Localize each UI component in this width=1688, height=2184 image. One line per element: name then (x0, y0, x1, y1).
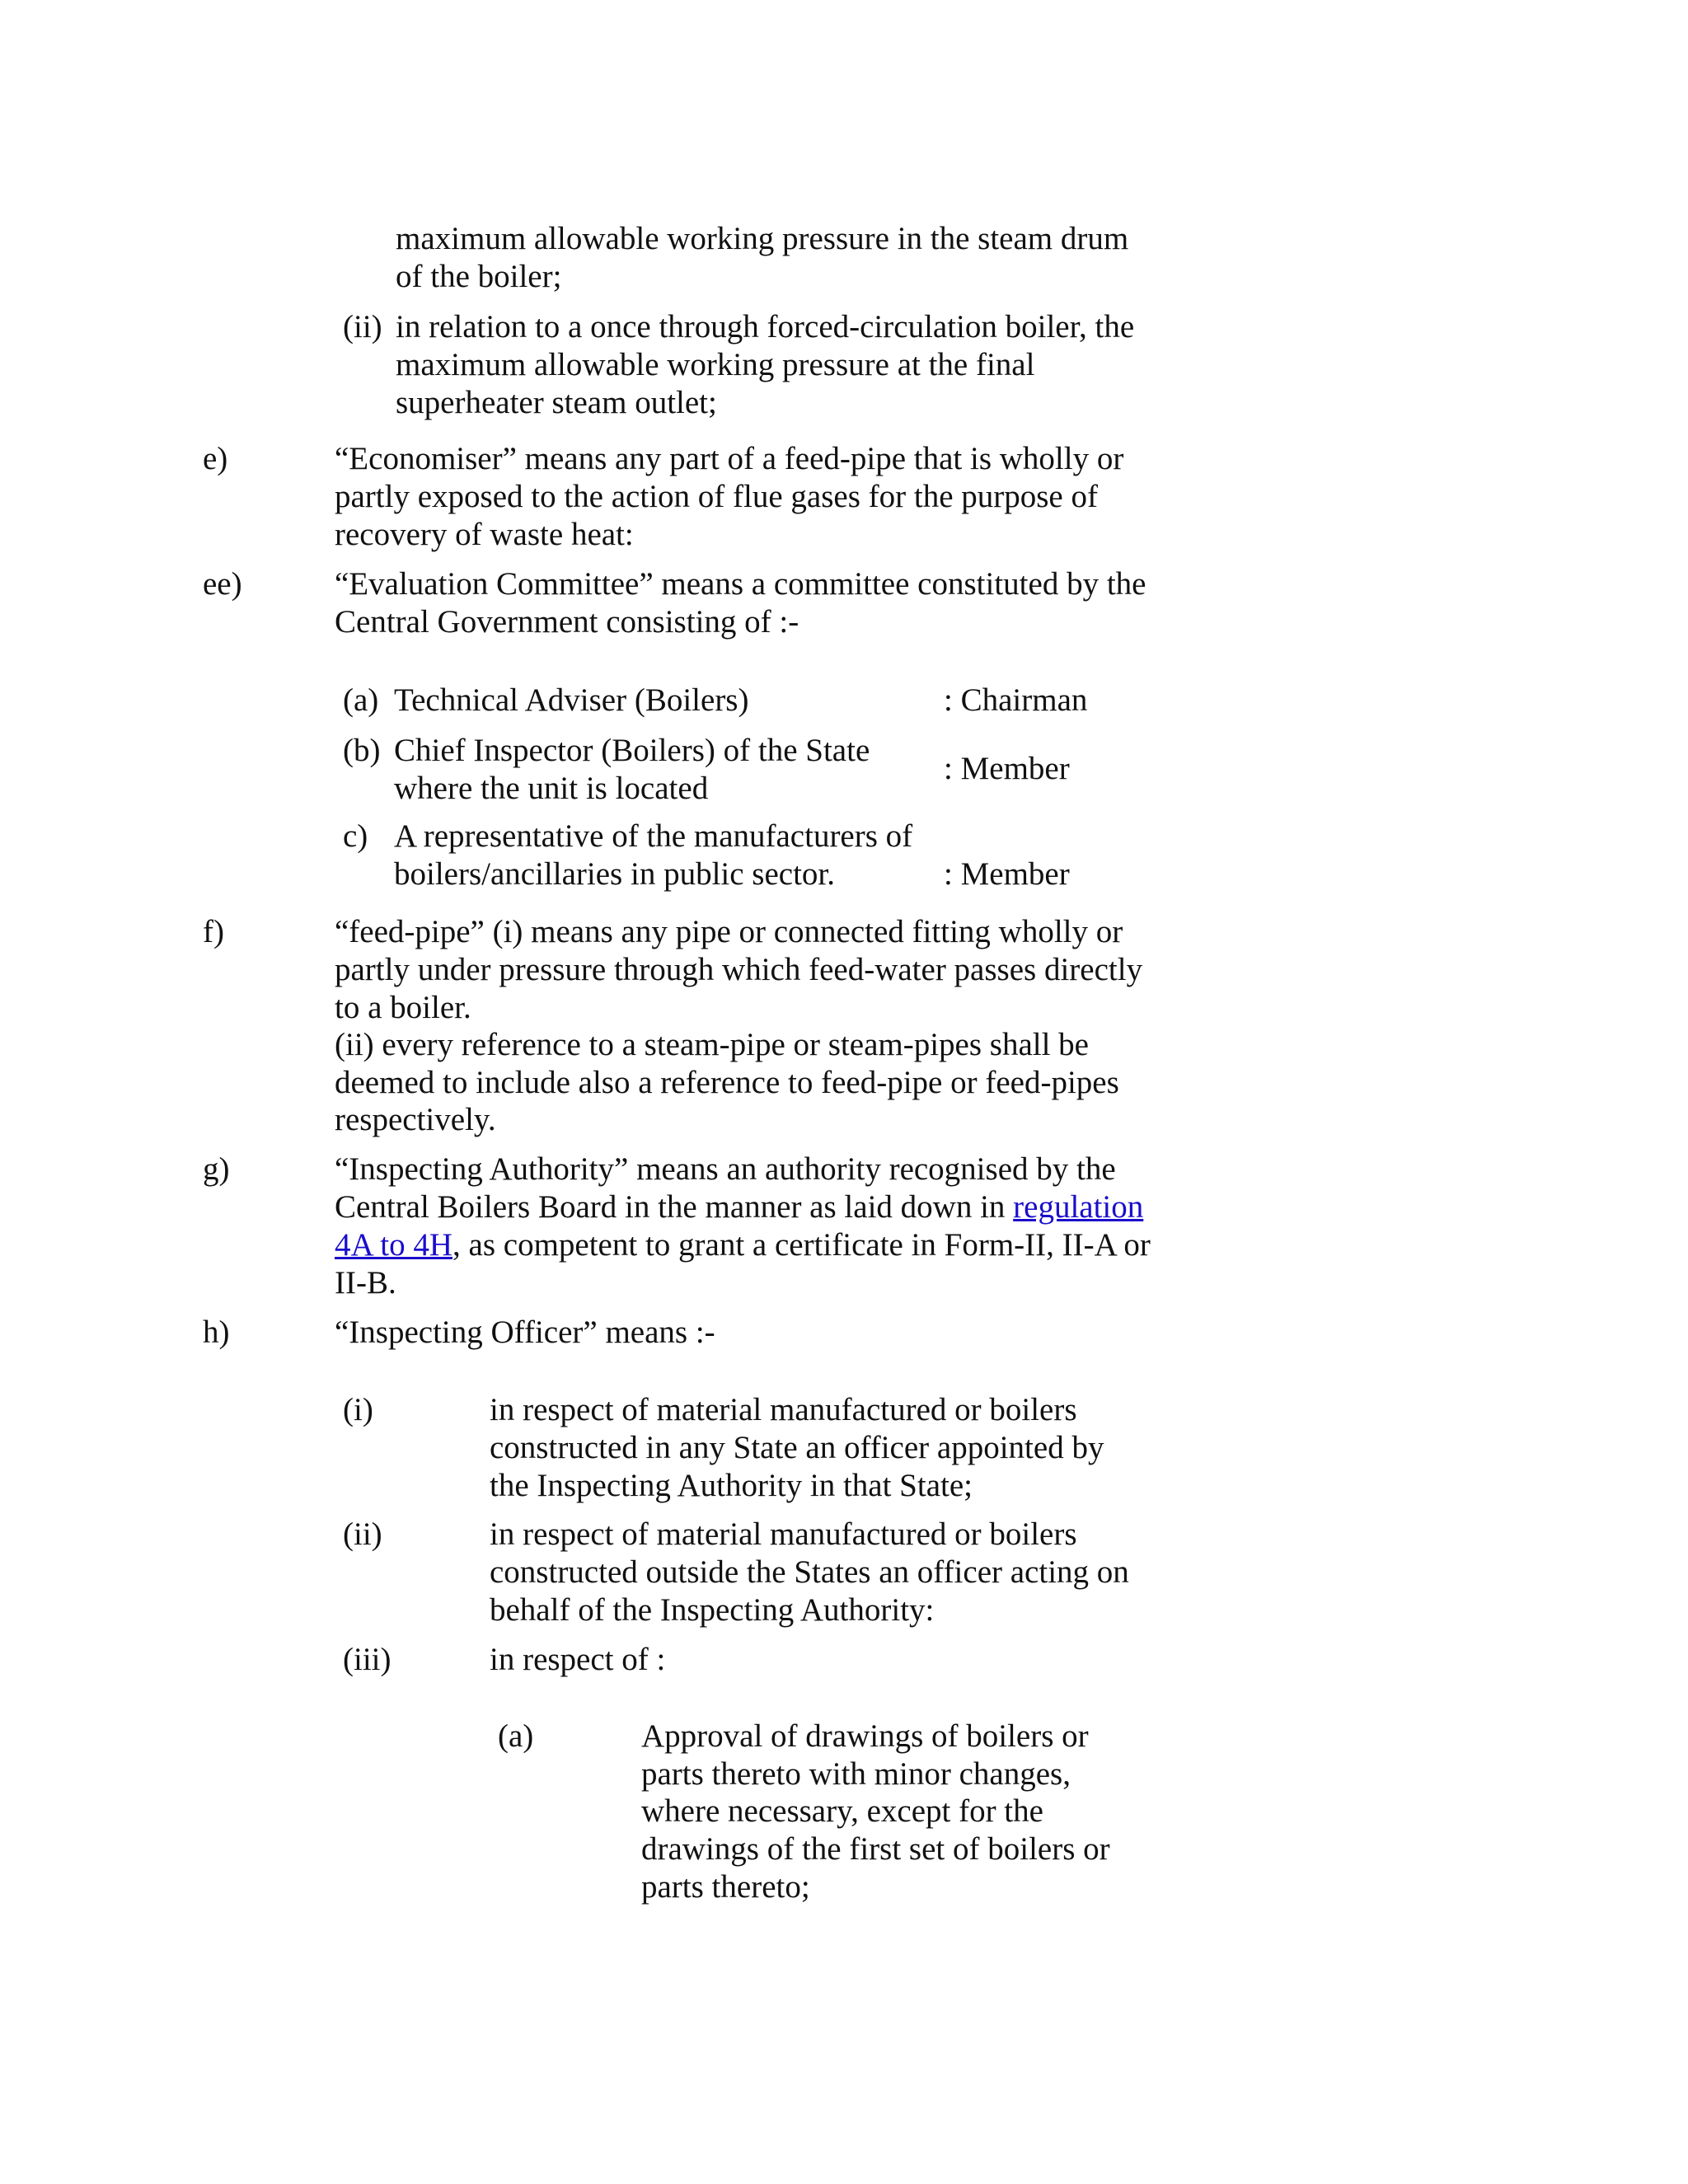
committee-role: : Member (944, 751, 1070, 786)
list-marker: (ii) (343, 1516, 382, 1552)
sub-list-text: Approval of drawings of boilers or (641, 1718, 1089, 1754)
committee-member: A representative of the manufacturers of (394, 818, 913, 854)
committee-member: Chief Inspector (Boilers) of the State (394, 733, 870, 768)
list-item-text: in respect of material manufactured or boilers (490, 1516, 1077, 1552)
definition-marker: e) (203, 441, 228, 476)
committee-role: : Member (944, 856, 1070, 892)
list-marker: (ii) (343, 309, 382, 344)
sub-list-text: drawings of the first set of boilers or (641, 1831, 1110, 1867)
definition-text: “Inspecting Officer” means :- (335, 1315, 715, 1350)
committee-member: Technical Adviser (Boilers) (394, 682, 749, 718)
definition-text: II-B. (335, 1265, 396, 1301)
list-marker: (i) (343, 1392, 373, 1427)
definition-text: “Economiser” means any part of a feed-pipe that is wholly or (335, 441, 1124, 476)
list-item-text: superheater steam outlet; (396, 385, 717, 420)
list-item-text: maximum allowable working pressure at the final (396, 347, 1035, 382)
definition-text: , as competent to grant a certificate in Form-II, II-A or (452, 1227, 1151, 1263)
definition-text-line (335, 1226, 1151, 1264)
sub-list-marker: (a) (498, 1718, 534, 1754)
list-item-text: in relation to a once through forced-circulation boiler, the (396, 309, 1135, 344)
list-item-text: in respect of : (490, 1642, 666, 1677)
sub-list-text: where necessary, except for the (641, 1793, 1043, 1829)
list-marker: (iii) (343, 1642, 392, 1677)
committee-marker: c) (343, 818, 368, 854)
list-item-text: constructed outside the States an officer acting on (490, 1554, 1129, 1590)
continuation-line: maximum allowable working pressure in the steam drum (396, 221, 1129, 256)
sub-list-text: parts thereto with minor changes, (641, 1756, 1071, 1792)
definition-marker: f) (203, 914, 224, 949)
definition-text: recovery of waste heat: (335, 517, 634, 552)
definition-text: to a boiler. (335, 990, 471, 1025)
committee-role: : Chairman (944, 682, 1088, 718)
list-item-text: behalf of the Inspecting Authority: (490, 1592, 935, 1628)
definition-text: partly exposed to the action of flue gases for the purpose of (335, 479, 1098, 514)
list-item-text: in respect of material manufactured or boilers (490, 1392, 1077, 1427)
committee-marker: (b) (343, 733, 381, 768)
committee-marker: (a) (343, 682, 379, 718)
regulation-link[interactable]: 4A to 4H (335, 1227, 453, 1263)
definition-marker: ee) (203, 566, 242, 602)
sub-list-text: parts thereto; (641, 1869, 810, 1905)
definition-text: Central Government consisting of :- (335, 604, 799, 640)
list-item-text: the Inspecting Authority in that State; (490, 1468, 973, 1503)
definition-text: deemed to include also a reference to feed-pipe or feed-pipes (335, 1065, 1119, 1100)
definition-text: partly under pressure through which feed-water passes directly (335, 952, 1143, 987)
regulation-link[interactable]: regulation (1013, 1189, 1144, 1225)
definition-marker: h) (203, 1315, 230, 1350)
committee-member: where the unit is located (394, 771, 709, 806)
list-item-text: constructed in any State an officer appointed by (490, 1430, 1104, 1465)
definition-text: “Evaluation Committee” means a committee constituted by the (335, 566, 1146, 602)
definition-text: (ii) every reference to a steam-pipe or steam-pipes shall be (335, 1027, 1089, 1062)
definition-text: Central Boilers Board in the manner as laid down in (335, 1189, 1014, 1225)
definition-text: respectively. (335, 1102, 496, 1137)
continuation-line: of the boiler; (396, 259, 562, 294)
definition-text-line (335, 1188, 1143, 1226)
definition-text: “Inspecting Authority” means an authority recognised by the (335, 1151, 1116, 1187)
definition-text: “feed-pipe” (i) means any pipe or connected fitting wholly or (335, 914, 1123, 949)
committee-member: boilers/ancillaries in public sector. (394, 856, 836, 892)
definition-marker: g) (203, 1151, 230, 1187)
